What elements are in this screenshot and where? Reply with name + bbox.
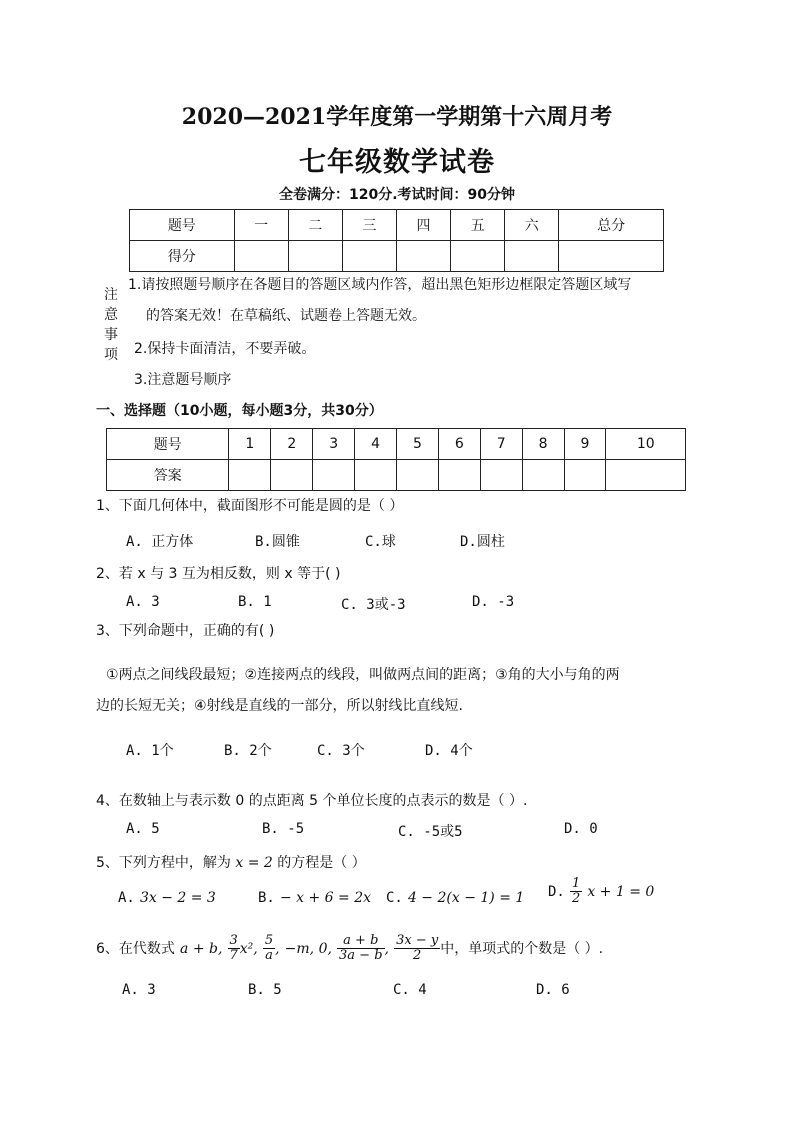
- notes-label-char: 意: [104, 307, 118, 323]
- exam-info: 全卷满分：120分.考试时间：90分钟: [278, 187, 516, 203]
- option-label: A.: [118, 890, 135, 906]
- expression: ,: [275, 941, 280, 957]
- table-cell: [505, 241, 559, 272]
- question-4-option-b: B. -5: [262, 821, 305, 837]
- note-1-cont: 的答案无效！在草稿纸、试题卷上答题无效。: [146, 308, 426, 324]
- question-4-option-a: A. 5: [126, 821, 160, 837]
- table-cell: [451, 241, 505, 272]
- table-cell: 7: [480, 429, 522, 460]
- table-cell: 题号: [107, 429, 229, 460]
- table-cell: 题号: [130, 210, 235, 241]
- expression: ,: [384, 941, 389, 957]
- option-label: B.: [258, 890, 275, 906]
- question-2-option-a: A. 3: [126, 594, 160, 610]
- question-5-option-b: [258, 887, 371, 906]
- table-cell: [229, 460, 271, 491]
- question-3-option-d: D. 4个: [425, 743, 473, 759]
- table-cell: 得分: [130, 241, 235, 272]
- question-3-option-b: B. 2个: [224, 743, 272, 759]
- table-cell: [397, 460, 439, 491]
- table-cell: [313, 460, 355, 491]
- question-6-stem-end: 中，单项式的个数是（ ）.: [440, 941, 604, 957]
- fraction-denominator: 2: [413, 948, 422, 963]
- fraction: [337, 934, 385, 963]
- table-cell: 6: [438, 429, 480, 460]
- fraction: [228, 934, 240, 963]
- question-3-body-cont: 边的长短无关；④射线是直线的一部分，所以射线比直线短.: [96, 698, 463, 714]
- table-cell: [342, 241, 396, 272]
- question-5-condition: x = 2: [235, 855, 273, 871]
- table-cell: 8: [522, 429, 564, 460]
- table-cell: [564, 460, 606, 491]
- question-6-option-a: A. 3: [122, 982, 156, 998]
- question-2-option-c: C. 3或-3: [341, 597, 406, 613]
- option-label: D.: [548, 884, 565, 900]
- fraction: [394, 934, 440, 963]
- exam-title: 2020—2021学年度第一学期第十六周月考: [181, 104, 613, 130]
- note-2: 2.保持卡面清洁，不要弄破。: [134, 341, 316, 357]
- table-cell: 9: [564, 429, 606, 460]
- answer-table: [106, 428, 686, 491]
- table-cell: 10: [606, 429, 686, 460]
- expression: −m, 0,: [284, 941, 332, 957]
- question-1-option-d: D.圆柱: [460, 534, 505, 550]
- table-cell: [606, 460, 686, 491]
- question-2-option-d: D. -3: [472, 594, 515, 610]
- table-cell: [288, 241, 342, 272]
- table-cell: 1: [229, 429, 271, 460]
- question-4-option-c: C. -5或5: [398, 824, 463, 840]
- table-cell: 3: [313, 429, 355, 460]
- fraction: [570, 877, 582, 906]
- fraction: [263, 934, 275, 963]
- question-2-stem: 2、若 x 与 3 互为相反数，则 x 等于( ): [96, 566, 341, 582]
- table-cell: [438, 460, 480, 491]
- question-3-option-a: A. 1个: [126, 743, 174, 759]
- table-cell: 三: [342, 210, 396, 241]
- question-2-option-b: B. 1: [238, 594, 272, 610]
- question-5-stem-end: 的方程是（ ）: [277, 855, 366, 871]
- question-5-stem: [96, 852, 366, 872]
- table-cell: 4: [355, 429, 397, 460]
- notes-label-char: 事: [104, 327, 118, 343]
- question-4-stem: 4、在数轴上与表示数 0 的点距离 5 个单位长度的点表示的数是（ ）.: [96, 793, 528, 809]
- question-6-option-b: B. 5: [248, 982, 282, 998]
- table-cell: 2: [271, 429, 313, 460]
- section-heading: 一、选择题（10小题，每小题3分，共30分）: [96, 403, 383, 419]
- table-cell: 5: [397, 429, 439, 460]
- option-equation: 4 − 2(x − 1) = 1: [407, 890, 525, 906]
- fraction-denominator: 7: [229, 948, 238, 963]
- fraction-denominator: 3a − b: [339, 948, 383, 963]
- note-3: 3.注意题号顺序: [134, 372, 232, 388]
- question-6-stem: [96, 934, 603, 963]
- question-3-option-c: C. 3个: [317, 743, 365, 759]
- question-1-option-c: C.球: [365, 534, 396, 550]
- question-5-option-d: [548, 877, 654, 906]
- table-cell: [559, 241, 664, 272]
- question-5-stem-text: 5、下列方程中，解为: [96, 855, 231, 871]
- table-cell: 二: [288, 210, 342, 241]
- fraction-numerator: 5: [264, 933, 274, 948]
- table-cell: [271, 460, 313, 491]
- option-equation: x + 1 = 0: [587, 884, 655, 900]
- table-row: [130, 210, 664, 241]
- table-cell: [355, 460, 397, 491]
- expression: a + b,: [180, 941, 223, 957]
- table-cell: [480, 460, 522, 491]
- question-3-body: ①两点之间线段最短；②连接两点的线段，叫做两点间的距离；③角的大小与角的两: [106, 667, 620, 683]
- fraction-numerator: a + b: [337, 934, 385, 949]
- table-cell: [234, 241, 288, 272]
- table-cell: 五: [451, 210, 505, 241]
- score-table: [129, 209, 664, 272]
- table-row: [130, 241, 664, 272]
- table-cell: 六: [505, 210, 559, 241]
- note-1: 1.请按照题号顺序在各题目的答题区域内作答，超出黑色矩形边框限定答题区域写: [128, 277, 632, 293]
- notes-label-char: 项: [104, 347, 118, 363]
- option-equation: − x + 6 = 2x: [279, 890, 372, 906]
- fraction-numerator: 1: [571, 876, 581, 891]
- fraction-denominator: a: [265, 948, 273, 963]
- question-6-stem-text: 6、在代数式: [96, 941, 175, 957]
- fraction-numerator: 3: [229, 933, 238, 948]
- notes-label-char: 注: [104, 287, 118, 303]
- question-4-option-d: D. 0: [564, 821, 598, 837]
- table-cell: 四: [396, 210, 450, 241]
- table-cell: 总分: [559, 210, 664, 241]
- question-1-option-b: B.圆锥: [255, 534, 300, 550]
- table-row: [107, 460, 686, 491]
- exam-subtitle: 七年级数学试卷: [299, 147, 495, 178]
- table-cell: [396, 241, 450, 272]
- table-row: [107, 429, 686, 460]
- question-6-option-c: C. 4: [393, 982, 427, 998]
- expression: x²,: [239, 941, 258, 957]
- question-1-option-a: A. 正方体: [126, 534, 194, 550]
- question-1-stem: 1、下面几何体中，截面图形不可能是圆的是（ ）: [96, 498, 404, 514]
- option-label: C.: [386, 890, 403, 906]
- option-equation: 3x − 2 = 3: [139, 890, 216, 906]
- table-cell: 答案: [107, 460, 229, 491]
- table-cell: [522, 460, 564, 491]
- fraction-numerator: 3x − y: [396, 933, 439, 948]
- fraction-denominator: 2: [571, 891, 581, 906]
- table-cell: 一: [234, 210, 288, 241]
- question-5-option-a: [118, 887, 216, 906]
- question-3-stem: 3、下列命题中，正确的有( ): [96, 623, 275, 639]
- question-6-option-d: D. 6: [536, 982, 570, 998]
- question-5-option-c: [386, 887, 524, 906]
